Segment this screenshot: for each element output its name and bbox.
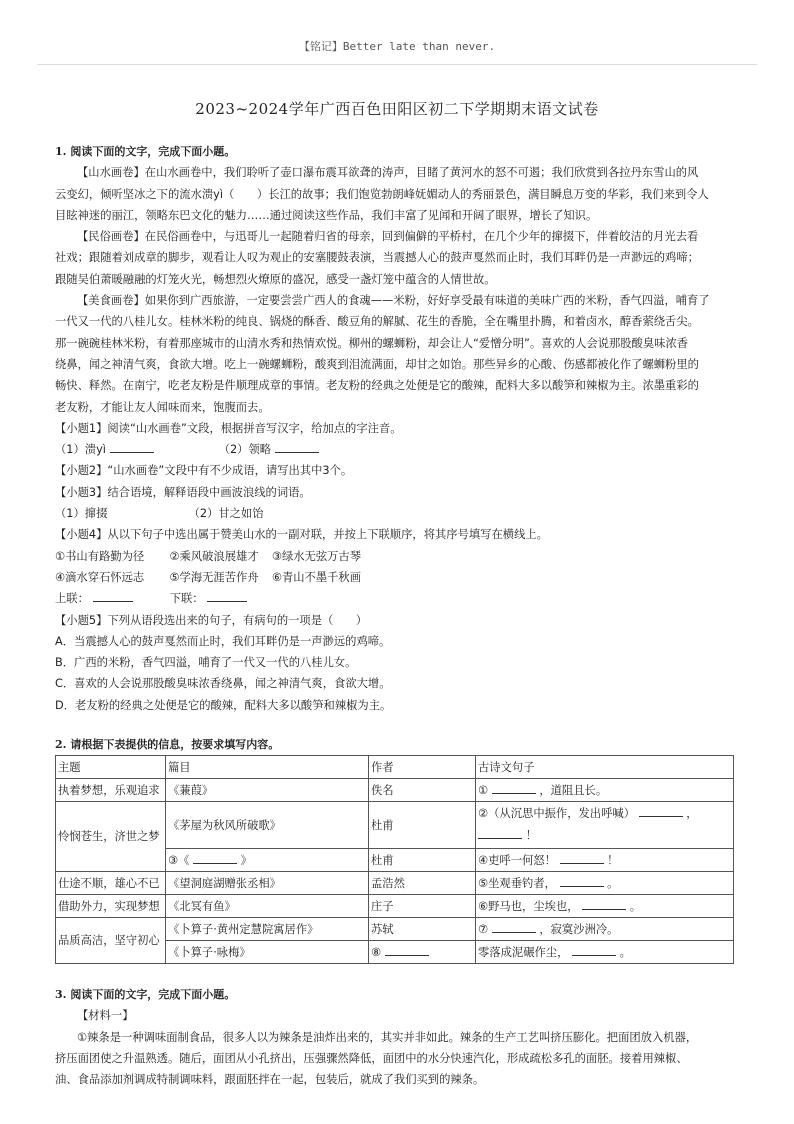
option: ①书山有路勤为径 [55,549,145,563]
choice-b: B．广西的米粉，香气四溢，哺育了一代又一代的八桂儿女。 [55,656,357,670]
option: ⑤学海无涯苦作舟 [169,570,259,584]
item-label: （2）领略 [218,443,272,457]
answer-blank[interactable] [492,920,536,933]
verse-part: ⑥野马也，尘埃也， [478,899,579,913]
choice-c: C．喜欢的人会说那股酸臭味浓香绕鼻，闻之神清气爽，食欲大增。 [55,677,391,691]
couplet-answer [55,588,745,609]
header-cell: 主题 [56,756,166,779]
cell-verse [476,872,734,895]
q1-para: 云变幻，倾听坚冰之下的流水溃yì（ ）长江的故事；我们饱览勃朗峰妩媚动人的秀丽景色，满目瞬息万变的华彩，我们来到令人 [55,187,709,201]
cell-author: 杜甫 [369,849,476,872]
table-row [56,895,734,918]
question-1 [55,141,745,716]
answer-blank[interactable] [560,851,604,864]
table-header-row [56,756,734,779]
verse-part: 。 [619,945,631,959]
cell-verse [476,802,734,849]
verse-part: ⑧ [371,945,382,959]
q3-para: ①辣条是一种调味面制食品，很多人以为辣条是油炸出来的，其实并非如此。辣条的生产工艺叫挤压膨化。把面团放入机器， [77,1030,698,1044]
cell-verse [476,895,734,918]
verse-part: 零落成泥碾作尘， [478,945,569,959]
cell-author: 杜甫 [369,802,476,849]
cell-author [369,941,476,964]
choice-a: A．当震撼人心的鼓声戛然而止时，我们耳畔仍是一声渺远的鸡啼。 [55,634,391,648]
answer-blank[interactable] [572,943,616,956]
answer-blank[interactable] [207,589,247,602]
cell-title [166,849,369,872]
cell-title: 《北冥有鱼》 [166,895,369,918]
item-label: （1）溃yì [55,443,106,457]
cell-theme: 仕途不顺，雄心不已 [56,872,166,895]
cell-theme: 借助外力，实现梦想 [56,895,166,918]
verse-part: ，寂寞沙洲冷。 [539,922,619,936]
header-cell: 篇目 [166,756,369,779]
choice-d: D．老友粉的经典之处便是它的酸辣，配料大多以酸笋和辣椒为主。 [55,698,392,712]
table-row [56,872,734,895]
question-3 [55,984,745,1090]
cell-author: 佚名 [369,779,476,802]
answer-blank[interactable] [560,874,604,887]
q1-para: 一代又一代的八桂儿女。桂林米粉的纯良、锅烧的酥香、酸豆角的解腻、花生的香脆，全在嘴里扑腾，和着卤水，醇香萦绕舌尖。 [55,315,699,329]
q1-para: 目眩神迷的丽江，领略东巴文化的魅力……通过阅读这些作品，我们丰富了见闻和开阔了眼界，增长了知识。 [55,208,598,222]
verse-part: ③《 [168,853,190,867]
cell-author: 庄子 [369,895,476,918]
cell-theme: 怜悯苍生，济世之梦 [56,802,166,872]
answer-blank[interactable] [478,826,522,839]
subquestion-4: 【小题4】从以下句子中选出属于赞美山水的一副对联，并按上下联顺序，将其序号填写在横线上。 [55,528,548,542]
header-cell: 作者 [369,756,476,779]
cell-title: 《蒹葭》 [166,779,369,802]
cell-theme: 品质高洁，坚守初心 [56,918,166,964]
cell-verse [476,941,734,964]
lower-label: 下联： [169,592,204,606]
answer-blank[interactable] [385,943,429,956]
cell-author: 苏轼 [369,918,476,941]
answer-blank[interactable] [492,781,536,794]
cell-title: 《卜算子·咏梅》 [166,941,369,964]
verse-part: ， [686,807,698,821]
cell-verse [476,918,734,941]
item-label: （2）甘之如饴 [188,507,264,521]
q1-para: 【山水画卷】在山水画卷中，我们聆听了壶口瀑布震耳欲聋的涛声，目睹了黄河水的怒不可遏；我们欣赏到各拉丹东雪山的风 [77,166,699,180]
header-cell: 古诗文句子 [476,756,734,779]
q1-para: 【美食画卷】如果你到广西旅游，一定要尝尝广西人的食魂——米粉，好好享受最有味道的美味广西的米粉，香气四溢，哺育了 [77,294,710,308]
material-label: 【材料一】 [77,1009,134,1023]
subquestion-3-items [55,503,745,524]
subquestion-3: 【小题3】结合语境，解释语段中画波浪线的词语。 [55,485,311,499]
q1-para: 社戏；跟随着刘成章的脚步，观看让人叹为观止的安塞腰鼓表演，当震撼人心的鼓声戛然而止时，我们耳畔仍是一声渺远的鸡啼； [55,251,699,265]
table-row [56,779,734,802]
answer-blank[interactable] [639,804,683,817]
subquestion-1: 【小题1】阅读“山水画卷”文段，根据拼音写汉字，给加点的字注音。 [55,421,402,435]
option: ③绿水无弦万古琴 [271,549,362,563]
cell-author: 孟浩然 [369,872,476,895]
q1-para: 【民俗画卷】在民俗画卷中，与迅哥儿一起随着归省的母亲，回到偏僻的平桥村，在几个少年的撺掇下，伴着皎洁的月光去看 [77,230,699,244]
answer-blank[interactable] [193,851,237,864]
q1-para: 跟随吴伯萧暖融融的灯笼火光，畅想烈火燎原的盛况，感受一盏灯笼中蕴含的人情世故。 [55,272,496,286]
q2-heading: 2. 请根据下表提供的信息，按要求填写内容。 [55,738,280,751]
page-header: 【铭记】Better late than never. [298,40,496,53]
subquestion-2: 【小题2】“山水画卷”文段中有不少成语，请写出其中3个。 [55,464,353,478]
table-row [56,918,734,941]
couplet-options [55,546,745,567]
table-row [56,802,734,849]
question-2 [55,734,745,964]
header-divider [37,64,757,65]
item-label: （1）撺掇 [55,507,108,521]
couplet-options [55,567,745,588]
poetry-table [55,755,734,964]
subquestion-1-items [55,439,745,460]
verse-part: 。 [607,876,619,890]
verse-part: 》 [240,853,252,867]
answer-blank[interactable] [275,440,319,453]
answer-blank[interactable] [582,897,626,910]
cell-theme: 执着梦想，乐观追求 [56,779,166,802]
option: ②乘风破浪展雄才 [169,549,259,563]
option: ⑥青山不墨千秋画 [271,570,362,584]
q1-para: 畅快、释然。在南宁，吃老友粉是件顺理成章的事情。老友粉的经典之处便是它的酸辣，配料大多以酸笋和辣椒为主。浓墨重彩的 [55,379,699,393]
q1-heading: 1. 阅读下面的文字，完成下面小题。 [55,145,236,158]
verse-part: ②（从沉思中振作，发出呼喊） [478,807,635,821]
cell-title: 《茅屋为秋风所破歌》 [166,802,369,849]
q1-para: 绕鼻，闻之神清气爽，食欲大增。吃上一碗螺蛳粉，酸爽到泪流满面，却甘之如饴。那些异乡的心酸、伤感都被化作了螺蛳粉里的 [55,357,699,371]
verse-part: ⑤坐观垂钓者， [478,876,556,890]
q1-para: 那一碗碗桂林米粉，有着那座城市的山清水秀和热情欢悦。柳州的螺蛳粉，却会让人“爱憎分明”。喜欢的人会说那股酸臭味浓香 [55,336,689,350]
upper-label: 上联： [55,592,89,606]
answer-blank[interactable] [110,440,154,453]
cell-title: 《卜算子·黄州定慧院寓居作》 [166,918,369,941]
answer-blank[interactable] [93,589,133,602]
verse-part: ，道阻且长。 [539,783,608,797]
verse-part: ④吏呼一何怒！ [478,853,556,867]
verse-part: 。 [629,899,642,913]
q1-para: 老友粉，才能让友人闻味而来，饱腹而去。 [55,400,270,414]
verse-part: ！ [525,829,537,843]
verse-part: ① [478,783,489,797]
page-title: 2023~2024学年广西百色田阳区初二下学期期末语文试卷 [195,100,599,118]
q3-heading: 3. 阅读下面的文字，完成下面小题。 [55,988,236,1001]
verse-part: ！ [607,853,619,867]
cell-verse [476,849,734,872]
cell-verse [476,779,734,802]
option: ④滴水穿石怀远志 [55,570,145,584]
verse-part: ⑦ [478,922,489,936]
cell-title: 《望洞庭湖赠张丞相》 [166,872,369,895]
q3-para: 挤压面团使之升温熟透。随后，面团从小孔挤出，压强骤然降低，面团中的水分快速汽化，形成疏松多孔的面胚。接着用辣椒、 [55,1051,688,1065]
subquestion-5: 【小题5】下列从语段选出来的句子，有病句的一项是（ ） [55,613,368,627]
q3-para: 油、食品添加剂调成特制调味料，跟面胚拌在一起，包装后，就成了我们买到的辣条。 [55,1073,485,1087]
